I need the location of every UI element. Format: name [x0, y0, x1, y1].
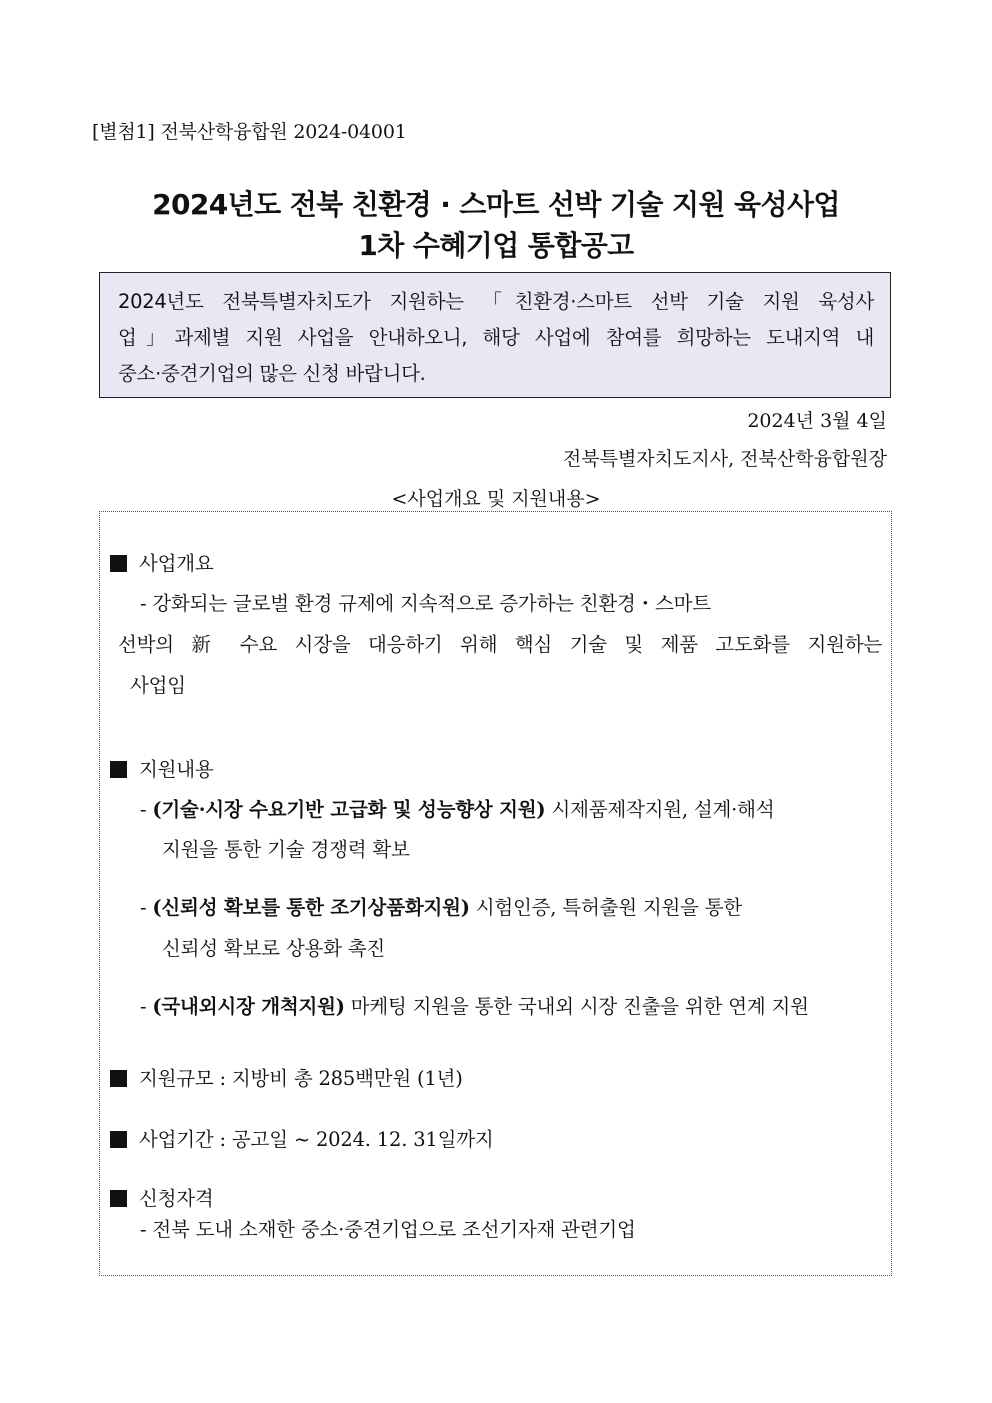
square-bullet-icon [110, 555, 127, 572]
support-item-3-text: 마케팅 지원을 통한 국내외 시장 진출을 위한 연계 지원 [344, 995, 809, 1018]
support-heading-text: 지원내용 [139, 758, 214, 781]
support-item-1-title: (기술·시장 수요기반 고급화 및 성능향상 지원) [152, 798, 546, 821]
support-item-1-text: 시제품제작지원, 설계·해석 [545, 798, 775, 821]
dash: - [140, 798, 153, 821]
intro-box [99, 272, 891, 398]
section-heading: <사업개요 및 지원내용> [391, 488, 601, 510]
square-bullet-icon [110, 1190, 127, 1207]
eligibility-line-1: - 전북 도내 소재한 중소·중견기업으로 조선기자재 관련기업 [140, 1218, 636, 1241]
document-title: 2024년도 전북 친환경 · 스마트 선박 기술 지원 육성사업 [152, 188, 840, 221]
support-item-1 [140, 794, 774, 822]
overview-heading-text: 사업개요 [139, 552, 214, 575]
support-item-3 [140, 991, 809, 1019]
support-scale-text: 지원규모 : 지방비 총 285백만원 (1년) [139, 1067, 463, 1090]
overview-line-1: - 강화되는 글로벌 환경 규제에 지속적으로 증가하는 친환경・스마트 [140, 592, 711, 615]
project-period [110, 1124, 494, 1152]
announcement-date: 2024년 3월 4일 [747, 410, 887, 432]
document-subtitle: 1차 수혜기업 통합공고 [358, 229, 634, 262]
overview-line-3: 사업임 [130, 674, 186, 697]
support-item-3-title: (국내외시장 개척지원) [152, 995, 345, 1018]
support-item-2 [140, 892, 742, 920]
dash: - [140, 995, 153, 1018]
support-item-2-text: 시험인증, 특허출원 지원을 통한 [469, 896, 743, 919]
intro-line-2: 업」과제별 지원 사업을 안내하오니, 해당 사업에 참여를 희망하는 도내지역 내 [118, 326, 874, 349]
intro-line-1: 2024년도 전북특별자치도가 지원하는 「친환경·스마트 선박 기술 지원 육성사 [118, 290, 874, 313]
square-bullet-icon [110, 1070, 127, 1087]
dash: - [140, 896, 153, 919]
attachment-label: [별첨1] 전북산학융합원 2024-04001 [92, 121, 407, 143]
support-item-2-title: (신뢰성 확보를 통한 조기상품화지원) [152, 896, 470, 919]
support-item-1-cont: 지원을 통한 기술 경쟁력 확보 [162, 838, 410, 861]
support-item-2-cont: 신뢰성 확보로 상용화 촉진 [162, 937, 386, 960]
issuer: 전북특별자치도지사, 전북산학융합원장 [562, 448, 887, 470]
square-bullet-icon [110, 761, 127, 778]
eligibility-heading-text: 신청자격 [139, 1187, 214, 1210]
support-scale [110, 1063, 463, 1091]
square-bullet-icon [110, 1131, 127, 1148]
support-heading [110, 754, 214, 782]
project-period-text: 사업기간 : 공고일 ~ 2024. 12. 31일까지 [139, 1128, 494, 1151]
intro-line-3: 중소·중견기업의 많은 신청 바랍니다. [118, 362, 426, 385]
eligibility-heading [110, 1183, 214, 1211]
overview-line-2: 선박의 新 수요 시장을 대응하기 위해 핵심 기술 및 제품 고도화를 지원하는 [118, 633, 882, 656]
overview-heading [110, 548, 214, 576]
